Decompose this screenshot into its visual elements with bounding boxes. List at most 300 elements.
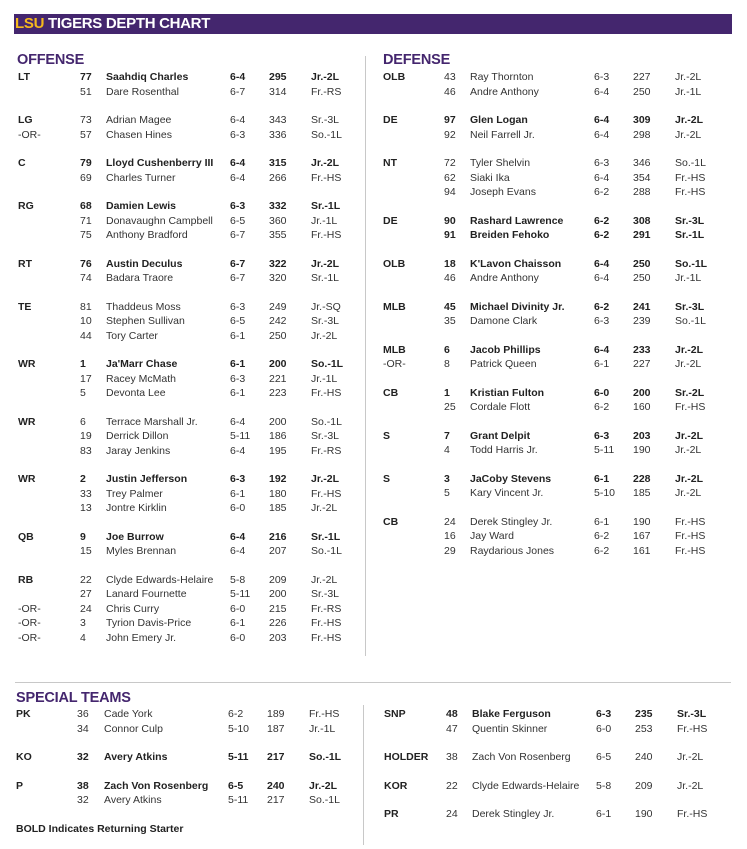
player-number: 8: [444, 358, 450, 370]
player-height: 6-4: [594, 85, 610, 98]
player-name: Terrace Marshall Jr.: [106, 415, 198, 428]
player-row: [16, 779, 356, 794]
player-class: Sr.-1L: [675, 229, 705, 241]
player-height: 5-10: [228, 722, 250, 735]
player-row: [383, 314, 728, 329]
player-row: [384, 750, 729, 765]
player-height: 6-4: [594, 114, 610, 126]
player-height: 6-4: [230, 444, 246, 457]
player-name: Chris Curry: [106, 602, 160, 615]
player-name: Trey Palmer: [106, 487, 163, 500]
player-name: Avery Atkins: [104, 794, 162, 806]
player-name: Michael Divinity Jr.: [470, 300, 565, 313]
position-group: [18, 573, 358, 646]
player-weight: 185: [269, 502, 287, 514]
player-name: Damien Lewis: [106, 200, 177, 212]
player-row: [18, 487, 358, 502]
player-class: Fr.-HS: [677, 808, 708, 820]
player-number: 73: [80, 114, 92, 126]
player-number: 32: [77, 751, 89, 763]
player-weight: 336: [269, 128, 287, 141]
player-weight: 216: [269, 530, 287, 543]
player-row: [18, 314, 358, 329]
player-height: 6-1: [596, 808, 612, 820]
player-height: 6-0: [594, 386, 610, 399]
position-label: PK: [16, 708, 31, 720]
position-label: PR: [384, 808, 399, 820]
player-height: 6-2: [228, 708, 244, 720]
position-group: [383, 472, 728, 501]
player-row: [383, 257, 728, 272]
player-class: Jr.-2L: [309, 779, 338, 792]
position-label: MLB: [383, 343, 406, 356]
player-weight: 320: [269, 272, 287, 284]
player-row: [383, 185, 728, 200]
player-number: 43: [444, 71, 456, 83]
player-weight: 209: [635, 779, 653, 792]
player-weight: 227: [633, 358, 651, 370]
player-height: 5-11: [230, 430, 251, 442]
player-weight: 217: [267, 751, 285, 763]
player-weight: 189: [267, 708, 285, 720]
special-teams-left-table: [16, 707, 356, 808]
player-weight: 253: [635, 722, 653, 735]
player-name: Breiden Fehoko: [470, 229, 550, 241]
player-name: Clyde Edwards-Helaire: [472, 779, 580, 792]
player-height: 6-1: [594, 515, 610, 528]
defense-heading: DEFENSE: [383, 52, 451, 68]
player-row: [16, 722, 356, 737]
position-group: [18, 472, 358, 516]
player-name: Andre Anthony: [470, 85, 539, 98]
player-weight: 215: [269, 602, 287, 615]
player-row: [383, 300, 728, 315]
player-class: Fr.-HS: [311, 229, 342, 241]
player-class: So.-1L: [311, 545, 342, 557]
player-height: 6-0: [230, 502, 246, 514]
offense-heading: OFFENSE: [17, 52, 85, 68]
player-height: 6-4: [594, 257, 610, 270]
player-height: 6-7: [230, 272, 246, 284]
player-class: Fr.-HS: [311, 617, 342, 629]
position-group: [383, 300, 728, 329]
player-name: Tyler Shelvin: [470, 157, 531, 169]
player-name: Adrian Magee: [106, 114, 172, 126]
player-class: Jr.-2L: [677, 751, 704, 763]
position-label: P: [16, 779, 24, 792]
player-name: Ray Thornton: [470, 71, 534, 83]
player-class: Fr.-HS: [675, 530, 706, 542]
player-height: 6-5: [228, 779, 244, 792]
player-name: Kary Vincent Jr.: [470, 487, 544, 499]
player-weight: 250: [633, 257, 651, 270]
player-weight: 217: [267, 794, 285, 806]
player-number: 51: [80, 85, 92, 98]
player-height: 6-0: [596, 722, 612, 735]
player-weight: 288: [633, 186, 651, 198]
player-height: 6-4: [230, 415, 246, 428]
or-label: -OR-: [383, 358, 406, 370]
player-row: [18, 85, 358, 100]
player-weight: 160: [633, 401, 651, 413]
player-class: So.-1L: [675, 257, 708, 270]
position-group: [18, 357, 358, 401]
position-group: [383, 156, 728, 200]
player-row: [16, 750, 356, 765]
player-weight: 200: [269, 588, 287, 600]
player-row: [383, 472, 728, 487]
special-teams-right-table: [384, 707, 729, 822]
player-class: Sr.-3L: [677, 708, 707, 720]
position-label: QB: [18, 530, 34, 543]
player-height: 5-11: [228, 794, 249, 806]
player-name: Zach Von Rosenberg: [472, 751, 571, 763]
position-group: [384, 807, 729, 822]
player-weight: 233: [633, 343, 651, 356]
player-row: [383, 171, 728, 186]
position-group: [18, 415, 358, 459]
player-row: [18, 300, 358, 315]
player-number: 27: [80, 588, 92, 600]
player-weight: 221: [269, 372, 287, 385]
player-number: 44: [80, 329, 92, 342]
player-number: 81: [80, 300, 92, 313]
player-height: 6-3: [594, 157, 610, 169]
player-weight: 355: [269, 229, 287, 241]
player-height: 5-8: [230, 573, 246, 586]
player-number: 1: [444, 386, 450, 399]
player-name: Joseph Evans: [470, 186, 536, 198]
player-weight: 161: [633, 544, 651, 557]
position-group: [18, 70, 358, 99]
player-height: 6-4: [594, 171, 610, 184]
player-row: [383, 357, 728, 372]
player-row: [383, 113, 728, 128]
player-height: 6-2: [594, 300, 610, 313]
player-number: 4: [80, 631, 86, 644]
player-name: Tyrion Davis-Price: [106, 617, 192, 629]
player-weight: 187: [267, 722, 285, 735]
player-weight: 314: [269, 85, 287, 98]
player-number: 57: [80, 128, 92, 141]
player-name: Zach Von Rosenberg: [104, 779, 209, 792]
position-label: C: [18, 157, 26, 169]
position-label: KOR: [384, 779, 408, 792]
player-name: Charles Turner: [106, 171, 176, 184]
player-number: 91: [444, 229, 456, 241]
player-number: 6: [80, 415, 86, 428]
position-group: [383, 257, 728, 286]
player-number: 69: [80, 171, 92, 184]
player-name: John Emery Jr.: [106, 631, 177, 644]
player-name: Cordale Flott: [470, 401, 531, 413]
player-height: 6-3: [230, 200, 246, 212]
player-name: Devonta Lee: [106, 387, 166, 399]
player-height: 6-3: [596, 708, 612, 720]
special-teams-heading: SPECIAL TEAMS: [16, 690, 131, 706]
player-class: Jr.-1L: [311, 372, 338, 385]
player-name: Ja'Marr Chase: [106, 358, 178, 370]
player-class: Jr.-1L: [311, 214, 338, 227]
player-class: Fr.-HS: [677, 722, 708, 735]
player-weight: 291: [633, 229, 651, 241]
player-number: 38: [77, 779, 89, 792]
player-name: Lloyd Cushenberry III: [106, 157, 214, 169]
player-height: 6-4: [230, 545, 246, 557]
player-height: 6-2: [594, 214, 610, 227]
player-name: Neil Farrell Jr.: [470, 128, 535, 141]
player-height: 6-3: [230, 473, 246, 485]
player-row: [383, 515, 728, 530]
player-number: 2: [80, 473, 86, 485]
player-weight: 190: [633, 444, 651, 456]
player-number: 72: [444, 157, 456, 169]
player-row: [384, 722, 729, 737]
player-name: Avery Atkins: [104, 751, 168, 763]
player-height: 6-2: [594, 229, 610, 241]
position-label: S: [383, 429, 391, 442]
player-height: 6-4: [230, 171, 246, 184]
position-label: WR: [18, 415, 36, 428]
position-label: WR: [18, 473, 36, 485]
player-class: Fr.-HS: [675, 186, 706, 198]
player-weight: 240: [635, 751, 653, 763]
player-class: Sr.-1L: [311, 530, 341, 543]
player-weight: 298: [633, 128, 651, 141]
player-class: Sr.-2L: [675, 386, 705, 399]
player-row: [18, 444, 358, 459]
player-height: 6-1: [230, 617, 246, 629]
player-name: Dare Rosenthal: [106, 85, 179, 98]
player-class: So.-1L: [309, 794, 340, 806]
player-name: Saahdiq Charles: [106, 71, 189, 83]
position-group: [18, 300, 358, 344]
player-row: [383, 486, 728, 501]
player-name: Jaray Jenkins: [106, 444, 171, 457]
position-label: CB: [383, 515, 399, 528]
player-number: 76: [80, 257, 92, 270]
player-weight: 200: [269, 358, 287, 370]
player-name: Myles Brennan: [106, 545, 177, 557]
player-row: [18, 544, 358, 559]
player-number: 18: [444, 257, 456, 270]
player-weight: 242: [269, 315, 287, 327]
player-class: So.-1L: [309, 751, 342, 763]
player-name: Derek Stingley Jr.: [472, 808, 555, 820]
player-weight: 295: [269, 71, 287, 83]
player-row: [18, 415, 358, 430]
player-number: 92: [444, 128, 456, 141]
position-label: LT: [18, 71, 31, 83]
player-number: 4: [444, 444, 450, 456]
player-class: Jr.-2L: [311, 329, 338, 342]
player-row: [18, 228, 358, 243]
player-row: [383, 128, 728, 143]
player-class: So.-1L: [675, 157, 706, 169]
player-row: [18, 271, 358, 286]
player-class: Jr.-2L: [675, 429, 704, 442]
player-name: Raydarious Jones: [470, 544, 555, 557]
player-name: Austin Deculus: [106, 257, 183, 270]
position-group: [383, 343, 728, 372]
player-height: 6-2: [594, 530, 610, 542]
player-height: 6-1: [230, 358, 246, 370]
position-label: NT: [383, 157, 397, 169]
player-row: [383, 400, 728, 415]
player-name: K'Lavon Chaisson: [470, 257, 562, 270]
position-label: KO: [16, 751, 32, 763]
player-weight: 180: [269, 487, 287, 500]
player-weight: 207: [269, 545, 287, 557]
player-height: 6-4: [594, 343, 610, 356]
player-name: Siaki Ika: [470, 171, 510, 184]
player-number: 22: [80, 573, 92, 586]
player-height: 6-5: [596, 751, 612, 763]
position-group: [18, 113, 358, 142]
player-row: [18, 113, 358, 128]
player-name: Cade York: [104, 708, 153, 720]
player-class: Sr.-3L: [675, 214, 705, 227]
position-label: WR: [18, 358, 36, 370]
or-label: -OR-: [18, 617, 41, 629]
player-name: Stephen Sullivan: [106, 315, 185, 327]
player-weight: 200: [269, 415, 287, 428]
player-row: [18, 199, 358, 214]
or-label: -OR-: [18, 631, 41, 644]
position-label: DE: [383, 114, 398, 126]
player-weight: 322: [269, 257, 287, 270]
player-row: [16, 707, 356, 722]
player-name: Joe Burrow: [106, 530, 164, 543]
player-weight: 223: [269, 387, 287, 399]
player-number: 22: [446, 779, 458, 792]
player-class: Jr.-2L: [675, 114, 704, 126]
player-name: Chasen Hines: [106, 128, 172, 141]
player-row: [18, 429, 358, 444]
player-name: Lanard Fournette: [106, 588, 187, 600]
player-row: [18, 257, 358, 272]
player-class: So.-1L: [675, 315, 706, 327]
player-class: Fr.-RS: [311, 444, 342, 457]
position-group: [18, 257, 358, 286]
position-group: [383, 70, 728, 99]
player-class: Jr.-2L: [675, 487, 702, 499]
player-row: [383, 70, 728, 85]
player-weight: 250: [269, 329, 287, 342]
player-name: Derek Stingley Jr.: [470, 515, 553, 528]
position-label: TE: [18, 300, 32, 313]
player-row: [18, 472, 358, 487]
player-name: Grant Delpit: [470, 429, 531, 442]
player-name: Todd Harris Jr.: [470, 444, 538, 456]
player-row: [18, 587, 358, 602]
player-weight: 185: [633, 487, 651, 499]
position-label: DE: [383, 214, 398, 227]
player-name: Damone Clark: [470, 315, 538, 327]
player-height: 5-11: [594, 444, 615, 456]
player-row: [384, 807, 729, 822]
player-weight: 346: [633, 157, 651, 169]
player-number: 10: [80, 315, 92, 327]
player-class: Jr.-2L: [677, 779, 704, 792]
player-number: 68: [80, 200, 92, 212]
player-height: 6-4: [594, 272, 610, 284]
player-number: 5: [80, 387, 86, 399]
position-group: [18, 156, 358, 185]
player-height: 6-4: [594, 128, 610, 141]
player-height: 6-1: [230, 487, 246, 500]
player-class: Fr.-HS: [309, 708, 340, 720]
player-name: Jontre Kirklin: [106, 502, 167, 514]
player-number: 74: [80, 272, 92, 284]
player-number: 7: [444, 429, 450, 442]
player-number: 94: [444, 186, 456, 198]
player-class: Jr.-2L: [675, 343, 704, 356]
player-weight: 190: [633, 515, 651, 528]
player-weight: 192: [269, 473, 287, 485]
player-row: [18, 128, 358, 143]
player-class: Fr.-HS: [675, 544, 706, 557]
player-row: [18, 602, 358, 617]
position-label: OLB: [383, 71, 406, 83]
player-row: [18, 214, 358, 229]
player-class: Jr.-2L: [675, 472, 704, 485]
player-height: 6-7: [230, 229, 246, 241]
player-number: 6: [444, 343, 450, 356]
title-text: TIGERS DEPTH CHART: [44, 15, 211, 32]
player-number: 90: [444, 214, 456, 227]
position-label: RB: [18, 573, 34, 586]
title-lsu: LSU: [15, 15, 45, 32]
player-height: 6-2: [594, 186, 610, 198]
player-name: Andre Anthony: [470, 272, 539, 284]
position-group: [16, 750, 356, 765]
player-number: 17: [80, 372, 92, 385]
position-group: [384, 779, 729, 794]
player-number: 46: [444, 85, 456, 98]
player-class: Fr.-HS: [311, 171, 342, 184]
position-group: [16, 707, 356, 736]
or-label: -OR-: [18, 128, 41, 141]
player-weight: 239: [633, 315, 651, 327]
player-name: Quentin Skinner: [472, 722, 548, 735]
position-group: [18, 530, 358, 559]
player-height: 6-2: [594, 544, 610, 557]
player-class: Sr.-1L: [311, 272, 340, 284]
player-class: Fr.-HS: [311, 631, 342, 644]
player-number: 9: [80, 530, 86, 543]
player-row: [18, 616, 358, 631]
or-label: -OR-: [18, 602, 41, 615]
player-row: [16, 793, 356, 808]
position-label: HOLDER: [384, 751, 429, 763]
player-class: Jr.-1L: [309, 722, 336, 735]
player-class: So.-1L: [311, 358, 344, 370]
player-row: [383, 156, 728, 171]
player-number: 16: [444, 530, 456, 542]
position-group: [383, 386, 728, 415]
player-number: 29: [444, 544, 456, 557]
player-number: 15: [80, 545, 92, 557]
position-group: [384, 750, 729, 765]
player-weight: 186: [269, 430, 287, 442]
player-number: 47: [446, 722, 458, 735]
player-height: 6-1: [230, 329, 246, 342]
player-class: Fr.-HS: [675, 401, 706, 413]
position-label: S: [383, 472, 391, 485]
player-name: Blake Ferguson: [472, 708, 551, 720]
player-class: Fr.-RS: [311, 602, 342, 615]
